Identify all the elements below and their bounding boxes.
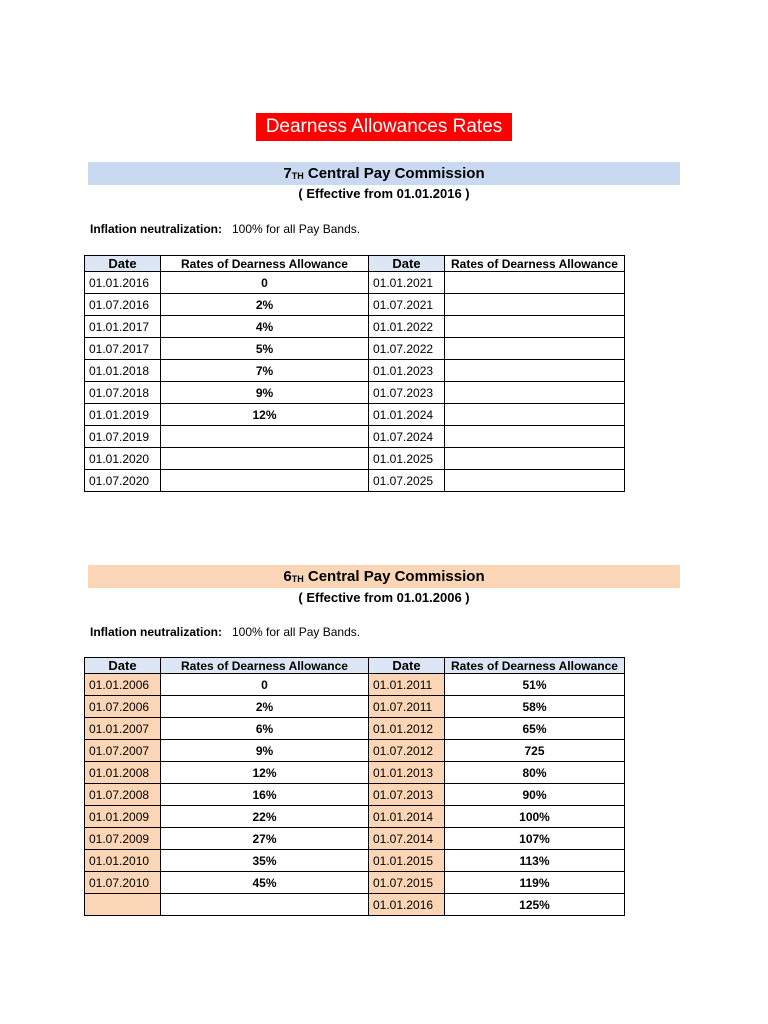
table-row [85,850,625,872]
date-cell: 01.07.2010 [85,872,161,894]
date-cell: 01.07.2021 [369,294,445,316]
rate-cell: 4% [161,316,369,338]
rate-cell: 5% [161,338,369,360]
date-cell: 01.07.2019 [85,426,161,448]
rate-cell: 0 [161,272,369,294]
col-header-date: Date [369,658,445,674]
rate-cell: 12% [161,762,369,784]
date-cell: 01.01.2013 [369,762,445,784]
rate-cell: 45% [161,872,369,894]
date-cell: 01.01.2007 [85,718,161,740]
table-row [85,272,625,294]
rate-cell: 9% [161,740,369,762]
table-row [85,740,625,762]
table-row [85,762,625,784]
col-header-rate: Rates of Dearness Allowance [161,256,369,272]
seventh-heading-sup: TH [291,171,304,181]
sixth-inflation-label: Inflation neutralization: [90,625,222,639]
rate-cell: 27% [161,828,369,850]
date-cell: 01.01.2016 [85,272,161,294]
rate-cell [445,294,625,316]
rate-cell: 107% [445,828,625,850]
date-cell: 01.07.2025 [369,470,445,492]
rate-cell [445,338,625,360]
table-row [85,784,625,806]
rate-cell: 2% [161,696,369,718]
date-cell: 01.07.2007 [85,740,161,762]
sixth-cpc-heading [88,565,680,588]
date-cell: 01.07.2015 [369,872,445,894]
table-row [85,806,625,828]
rate-cell: 51% [445,674,625,696]
date-cell [85,894,161,916]
rate-cell: 0 [161,674,369,696]
date-cell: 01.07.2011 [369,696,445,718]
sixth-heading-sup: TH [291,574,304,584]
sixth-table-body [85,674,625,916]
date-cell: 01.01.2009 [85,806,161,828]
rate-cell [445,360,625,382]
rate-cell [161,448,369,470]
seventh-heading-rest: Central Pay Commission [303,165,485,182]
date-cell: 01.01.2018 [85,360,161,382]
date-cell: 01.01.2011 [369,674,445,696]
rate-cell: 65% [445,718,625,740]
page-title: Dearness Allowances Rates [256,113,512,141]
rate-cell: 16% [161,784,369,806]
date-cell: 01.01.2019 [85,404,161,426]
rate-cell: 12% [161,404,369,426]
date-cell: 01.01.2017 [85,316,161,338]
seventh-inflation-line [90,222,360,236]
rate-cell: 113% [445,850,625,872]
rate-cell [445,316,625,338]
date-cell: 01.07.2018 [85,382,161,404]
rate-cell [445,470,625,492]
rate-cell [445,272,625,294]
table-row [85,316,625,338]
date-cell: 01.07.2022 [369,338,445,360]
date-cell: 01.07.2013 [369,784,445,806]
sixth-heading-num: 6 [283,568,292,585]
date-cell: 01.07.2014 [369,828,445,850]
date-cell: 01.01.2012 [369,718,445,740]
sixth-inflation-value: 100% for all Pay Bands. [232,625,361,639]
seventh-table-body [85,272,625,492]
table-row [85,360,625,382]
seventh-da-table [84,255,625,492]
seventh-inflation-label: Inflation neutralization: [90,222,222,236]
sixth-heading-rest: Central Pay Commission [303,568,485,585]
rate-cell: 7% [161,360,369,382]
table-row [85,448,625,470]
seventh-inflation-value: 100% for all Pay Bands. [232,222,361,236]
sixth-inflation-line [90,625,360,639]
rate-cell [445,426,625,448]
date-cell: 01.01.2016 [369,894,445,916]
col-header-rate: Rates of Dearness Allowance [445,256,625,272]
table-row [85,894,625,916]
sixth-da-table [84,657,625,916]
date-cell: 01.07.2023 [369,382,445,404]
date-cell: 01.07.2017 [85,338,161,360]
table-row [85,674,625,696]
table-row [85,426,625,448]
rate-cell: 90% [445,784,625,806]
date-cell: 01.01.2022 [369,316,445,338]
table-row [85,382,625,404]
rate-cell: 125% [445,894,625,916]
date-cell: 01.07.2020 [85,470,161,492]
rate-cell: 119% [445,872,625,894]
rate-cell: 725 [445,740,625,762]
seventh-effective-date: ( Effective from 01.01.2016 ) [298,186,470,201]
rate-cell [445,404,625,426]
table-row [85,404,625,426]
date-cell: 01.07.2006 [85,696,161,718]
rate-cell: 9% [161,382,369,404]
date-cell: 01.07.2012 [369,740,445,762]
rate-cell: 22% [161,806,369,828]
col-header-date: Date [369,256,445,272]
rate-cell [445,382,625,404]
date-cell: 01.01.2010 [85,850,161,872]
table-row [85,338,625,360]
date-cell: 01.07.2008 [85,784,161,806]
table-row [85,470,625,492]
table-row [85,872,625,894]
rate-cell: 35% [161,850,369,872]
rate-cell [445,448,625,470]
table-row [85,828,625,850]
seventh-cpc-heading [88,162,680,185]
seventh-heading-num: 7 [283,165,292,182]
date-cell: 01.01.2015 [369,850,445,872]
date-cell: 01.07.2016 [85,294,161,316]
date-cell: 01.01.2014 [369,806,445,828]
date-cell: 01.01.2008 [85,762,161,784]
rate-cell [161,426,369,448]
table-row [85,294,625,316]
date-cell: 01.01.2024 [369,404,445,426]
rate-cell: 2% [161,294,369,316]
date-cell: 01.01.2023 [369,360,445,382]
rate-cell: 100% [445,806,625,828]
date-cell: 01.07.2009 [85,828,161,850]
rate-cell: 80% [445,762,625,784]
date-cell: 01.07.2024 [369,426,445,448]
col-header-date: Date [85,256,161,272]
rate-cell: 6% [161,718,369,740]
rate-cell [161,470,369,492]
col-header-date: Date [85,658,161,674]
table-row [85,718,625,740]
sixth-effective-date: ( Effective from 01.01.2006 ) [298,590,470,605]
rate-cell [161,894,369,916]
date-cell: 01.01.2025 [369,448,445,470]
date-cell: 01.01.2021 [369,272,445,294]
date-cell: 01.01.2020 [85,448,161,470]
col-header-rate: Rates of Dearness Allowance [445,658,625,674]
col-header-rate: Rates of Dearness Allowance [161,658,369,674]
rate-cell: 58% [445,696,625,718]
date-cell: 01.01.2006 [85,674,161,696]
table-row [85,696,625,718]
